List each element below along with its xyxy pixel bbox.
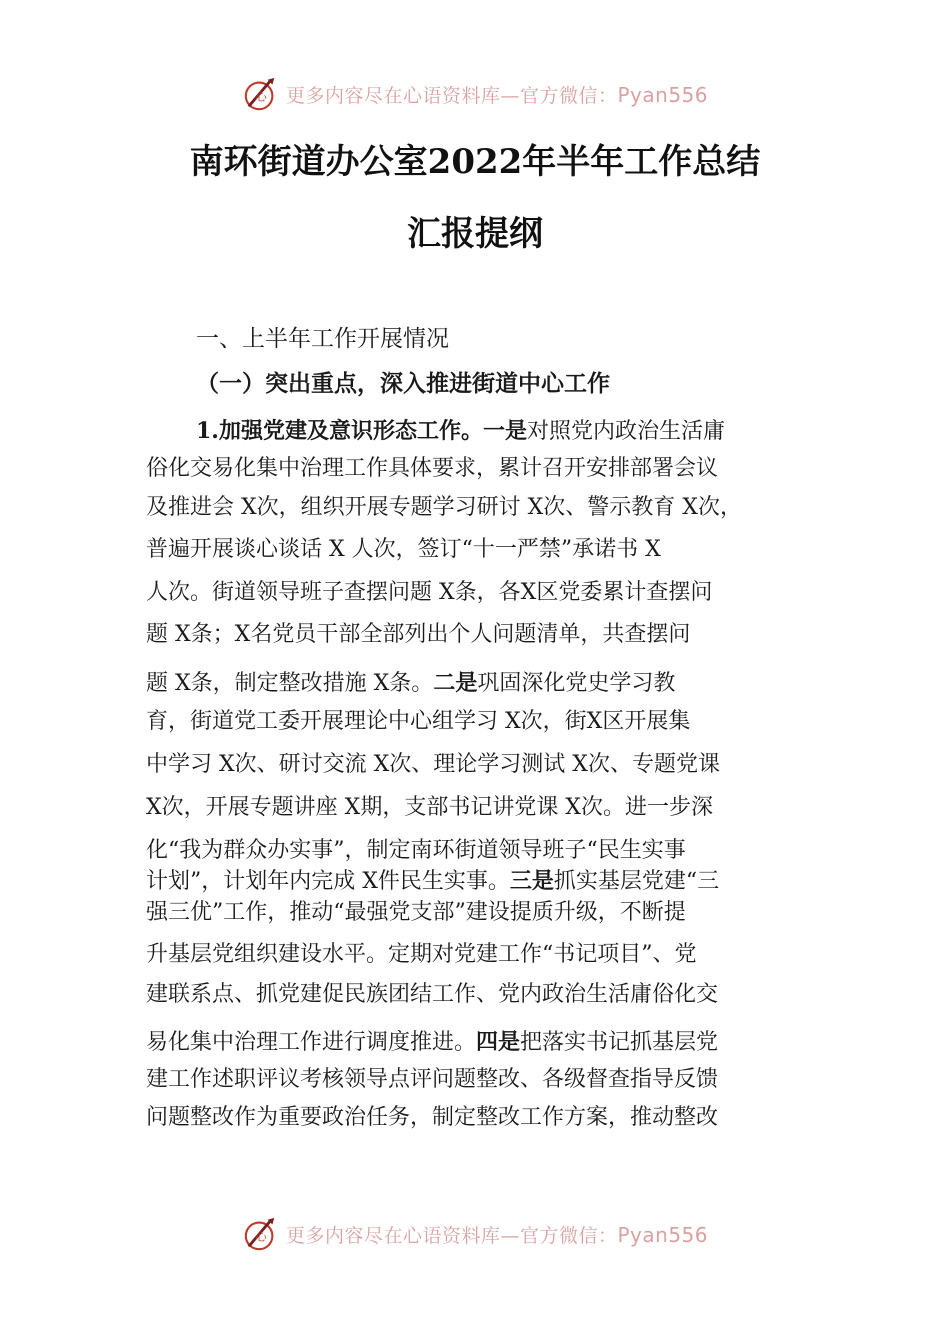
body-line: 计划”，计划年内完成 X件民生实事。三是抓实基层党建“三	[146, 869, 720, 894]
body-line: 俗化交易化集中治理工作具体要求，累计召开安排部署会议	[146, 456, 719, 481]
document-title-line2: 汇报提纲	[407, 214, 543, 254]
pen-logo-icon	[242, 75, 280, 113]
body-line: X次，开展专题讲座 X期，支部书记讲党课 X次。进一步深	[146, 795, 713, 820]
watermark-text: 更多内容尽在心语资料库—官方微信：Pyan556	[285, 1222, 709, 1247]
document-title-line1: 南环街道办公室2022年半年工作总结	[189, 142, 761, 182]
item-heading: 加强党建及意识形态工作。	[218, 419, 483, 444]
keyword-third: 三是	[509, 869, 554, 894]
footer-watermark	[0, 1212, 950, 1256]
pen-logo-icon	[242, 1215, 280, 1253]
subsection-heading: （一）突出重点，深入推进街道中心工作	[196, 371, 610, 397]
body-line: 问题整改作为重要政治任务，制定整改工作方案，推动整改	[146, 1105, 719, 1130]
body-line: 题 X条，制定整改措施 X条。二是巩固深化党史学习教	[146, 671, 676, 696]
body-line: 题 X条；X名党员干部全部列出个人问题清单，共查摆问	[146, 622, 691, 647]
body-line: 中学习 X次、研讨交流 X次、理论学习测试 X次、专题党课	[146, 752, 720, 777]
body-line: 易化集中治理工作进行调度推进。四是把落实书记抓基层党	[146, 1030, 719, 1055]
keyword-first: 一是	[482, 419, 527, 444]
body-line: 升基层党组织建设水平。定期对党建工作“书记项目”、党	[146, 942, 697, 967]
body-line: 建联系点、抓党建促民族团结工作、党内政治生活庸俗化交	[146, 982, 719, 1007]
watermark-text: 更多内容尽在心语资料库—官方微信：Pyan556	[285, 82, 709, 107]
body-line: 人次。街道领导班子查摆问题 X条，各X区党委累计查摆问	[146, 580, 713, 605]
section-heading: 一、上半年工作开展情况	[196, 326, 449, 352]
watermark-id: Pyan556	[617, 1222, 709, 1247]
body-line: 及推进会 X次，组织开展专题学习研讨 X次、警示教育 X次，	[146, 495, 742, 520]
body-line: 化“我为群众办实事”，制定南环街道领导班子“民生实事	[146, 838, 686, 863]
svg-text:心: 心	[255, 89, 267, 104]
body-line: 普遍开展谈心谈话 X 人次，签订“十一严禁”承诺书 X	[146, 537, 661, 562]
body-line: 强三优”工作，推动“最强党支部”建设提质升级，不断提	[146, 900, 686, 925]
item-number: 1.	[196, 418, 219, 444]
body-line: 建工作述职评议考核领导点评问题整改、各级督查指导反馈	[146, 1067, 719, 1092]
watermark-id: Pyan556	[617, 82, 709, 107]
header-watermark	[0, 72, 950, 116]
keyword-fourth: 四是	[476, 1030, 521, 1055]
svg-text:心: 心	[255, 1229, 267, 1244]
body-line: 育，街道党工委开展理论中心组学习 X次，街X区开展集	[146, 709, 691, 734]
body-line: 1.加强党建及意识形态工作。一是对照党内政治生活庸	[196, 418, 726, 444]
keyword-second: 二是	[433, 671, 478, 696]
